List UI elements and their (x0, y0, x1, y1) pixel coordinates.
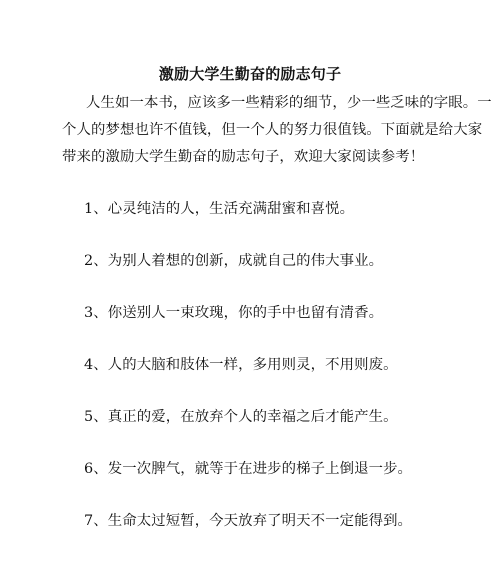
list-item-3: 3、你送别人一束玫瑰，你的手中也留有清香。 (84, 305, 384, 321)
list-item-1: 1、心灵纯洁的人，生活充满甜蜜和喜悦。 (84, 201, 355, 217)
intro-line-2: 个人的梦想也许不值钱，但一个人的努力很值钱。下面就是给大家 (62, 122, 483, 138)
intro-line-3: 带来的激励大学生勤奋的励志句子，欢迎大家阅读参考！ (62, 149, 425, 165)
list-item-4: 4、人的大脑和肢体一样，多用则灵，不用则废。 (84, 357, 398, 373)
list-item-6: 6、发一次脾气，就等于在进步的梯子上倒退一步。 (84, 461, 413, 477)
intro-line-1: 人生如一本书，应该多一些精彩的细节，少一些乏味的字眼。一 (86, 95, 492, 111)
document-title: 激励大学生勤奋的励志句子 (158, 65, 342, 83)
list-item-5: 5、真正的爱，在放弃个人的幸福之后才能产生。 (84, 409, 398, 425)
list-item-2: 2、为别人着想的创新，成就自己的伟大事业。 (84, 253, 384, 269)
list-item-7: 7、生命太过短暂，今天放弃了明天不一定能得到。 (84, 513, 413, 529)
